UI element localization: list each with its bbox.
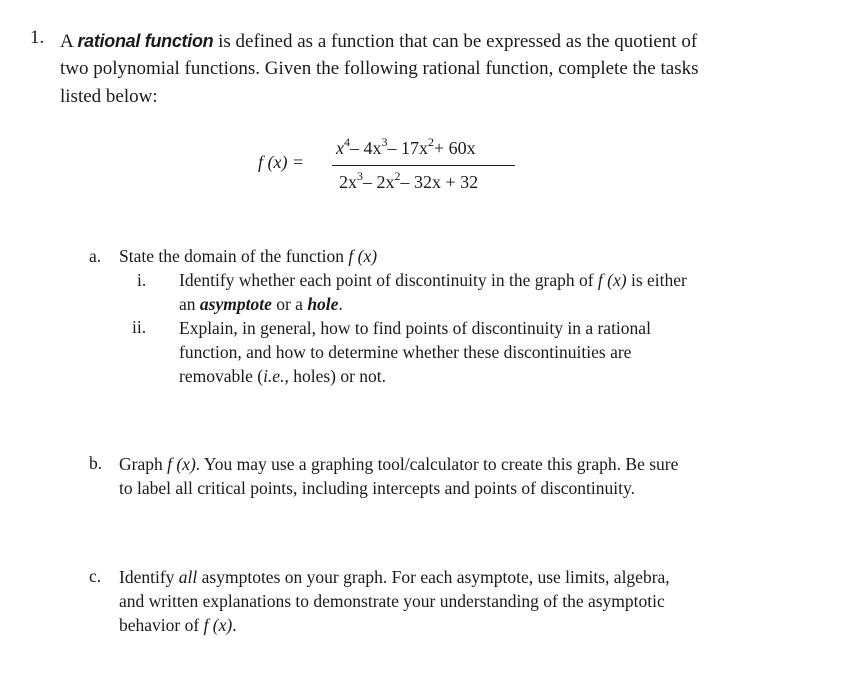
- part-b-post: . You may use a graphing tool/calculator to create this graph. Be sure: [195, 454, 679, 474]
- part-a-i-fx: f (x): [597, 270, 627, 290]
- part-a-i-line2-pre: an: [179, 294, 200, 314]
- part-b-line-2: to label all critical points, including intercepts and points of discontinuity.: [119, 478, 635, 498]
- part-a-i-label: i.: [137, 270, 147, 290]
- intro-pre: A: [60, 31, 78, 52]
- num-term-2: – 4x: [350, 138, 382, 158]
- den-exp-1: 3: [357, 169, 363, 183]
- part-a-i-mid: or a: [271, 294, 308, 314]
- num-term-3: – 17x: [387, 138, 428, 158]
- part-b-label: b.: [89, 453, 103, 473]
- num-term-1: x: [336, 138, 344, 158]
- part-b-line-1: [119, 452, 678, 476]
- intro-line-1-rest: is defined as a function that can be expressed as the quotient of: [213, 31, 698, 52]
- part-c-post: asymptotes on your graph. For each asymptote, use limits, algebra,: [197, 567, 670, 587]
- part-a-label: a.: [89, 246, 102, 266]
- den-term-1: 2x: [339, 172, 357, 192]
- part-a-prompt: State the domain of the function: [119, 246, 349, 266]
- hole-term: hole: [307, 294, 339, 314]
- part-a-i-post: is either: [626, 270, 687, 290]
- rational-function-term: rational function: [77, 31, 214, 51]
- part-b-pre: Graph: [119, 454, 168, 474]
- num-exp-2: 3: [381, 135, 388, 149]
- den-exp-2: 2: [394, 169, 401, 183]
- all-term: all: [178, 567, 198, 587]
- part-a-i-line-1: [179, 268, 687, 292]
- equation-denominator: [339, 169, 479, 193]
- part-c-fx: f (x): [203, 615, 233, 635]
- part-c-line-3: [119, 613, 237, 637]
- part-c-line3-post: .: [232, 615, 237, 635]
- part-a-text: [119, 244, 377, 268]
- part-c-line-2: and written explanations to demonstrate your understanding of the asymptotic: [119, 591, 665, 611]
- part-a-i-line-2: [179, 292, 343, 316]
- part-a-ii-line-3: [179, 364, 386, 388]
- equation-lhs: f (x) =: [258, 152, 305, 172]
- part-c-label: c.: [89, 566, 102, 586]
- part-a-ii-line-2: function, and how to determine whether these discontinuities are: [179, 342, 632, 362]
- den-term-3: – 32x + 32: [400, 172, 479, 192]
- part-a-i-end: .: [338, 294, 343, 314]
- part-c-pre: Identify: [119, 567, 179, 587]
- problem-number: 1.: [30, 27, 45, 48]
- part-a-fx: f (x): [348, 246, 378, 266]
- part-a-ii-line-1: Explain, in general, how to find points of discontinuity in a rational: [179, 318, 651, 338]
- num-exp-3: 2: [428, 135, 434, 149]
- part-b-fx: f (x): [167, 454, 196, 474]
- equation-numerator: [336, 135, 476, 159]
- num-term-4: + 60x: [434, 138, 476, 158]
- part-a-ii-label: ii.: [132, 317, 147, 337]
- ie-abbrev: i.e.,: [263, 366, 289, 386]
- part-a-ii-line3-post: holes) or not.: [288, 366, 387, 386]
- intro-line-3: listed below:: [60, 86, 158, 107]
- num-exp-1: 4: [344, 135, 350, 149]
- fraction-bar: [332, 165, 515, 166]
- part-a-i-pre: Identify whether each point of discontinuity in the graph of: [179, 270, 598, 290]
- part-a-ii-line3-pre: removable (: [179, 366, 264, 386]
- part-c-line3-pre: behavior of: [119, 615, 204, 635]
- part-c-line-1: [119, 565, 670, 589]
- asymptote-term: asymptote: [199, 294, 272, 314]
- intro-line-1: [60, 27, 697, 56]
- intro-line-2: two polynomial functions. Given the following rational function, complete the tasks: [60, 58, 699, 79]
- den-term-2: – 2x: [363, 172, 395, 192]
